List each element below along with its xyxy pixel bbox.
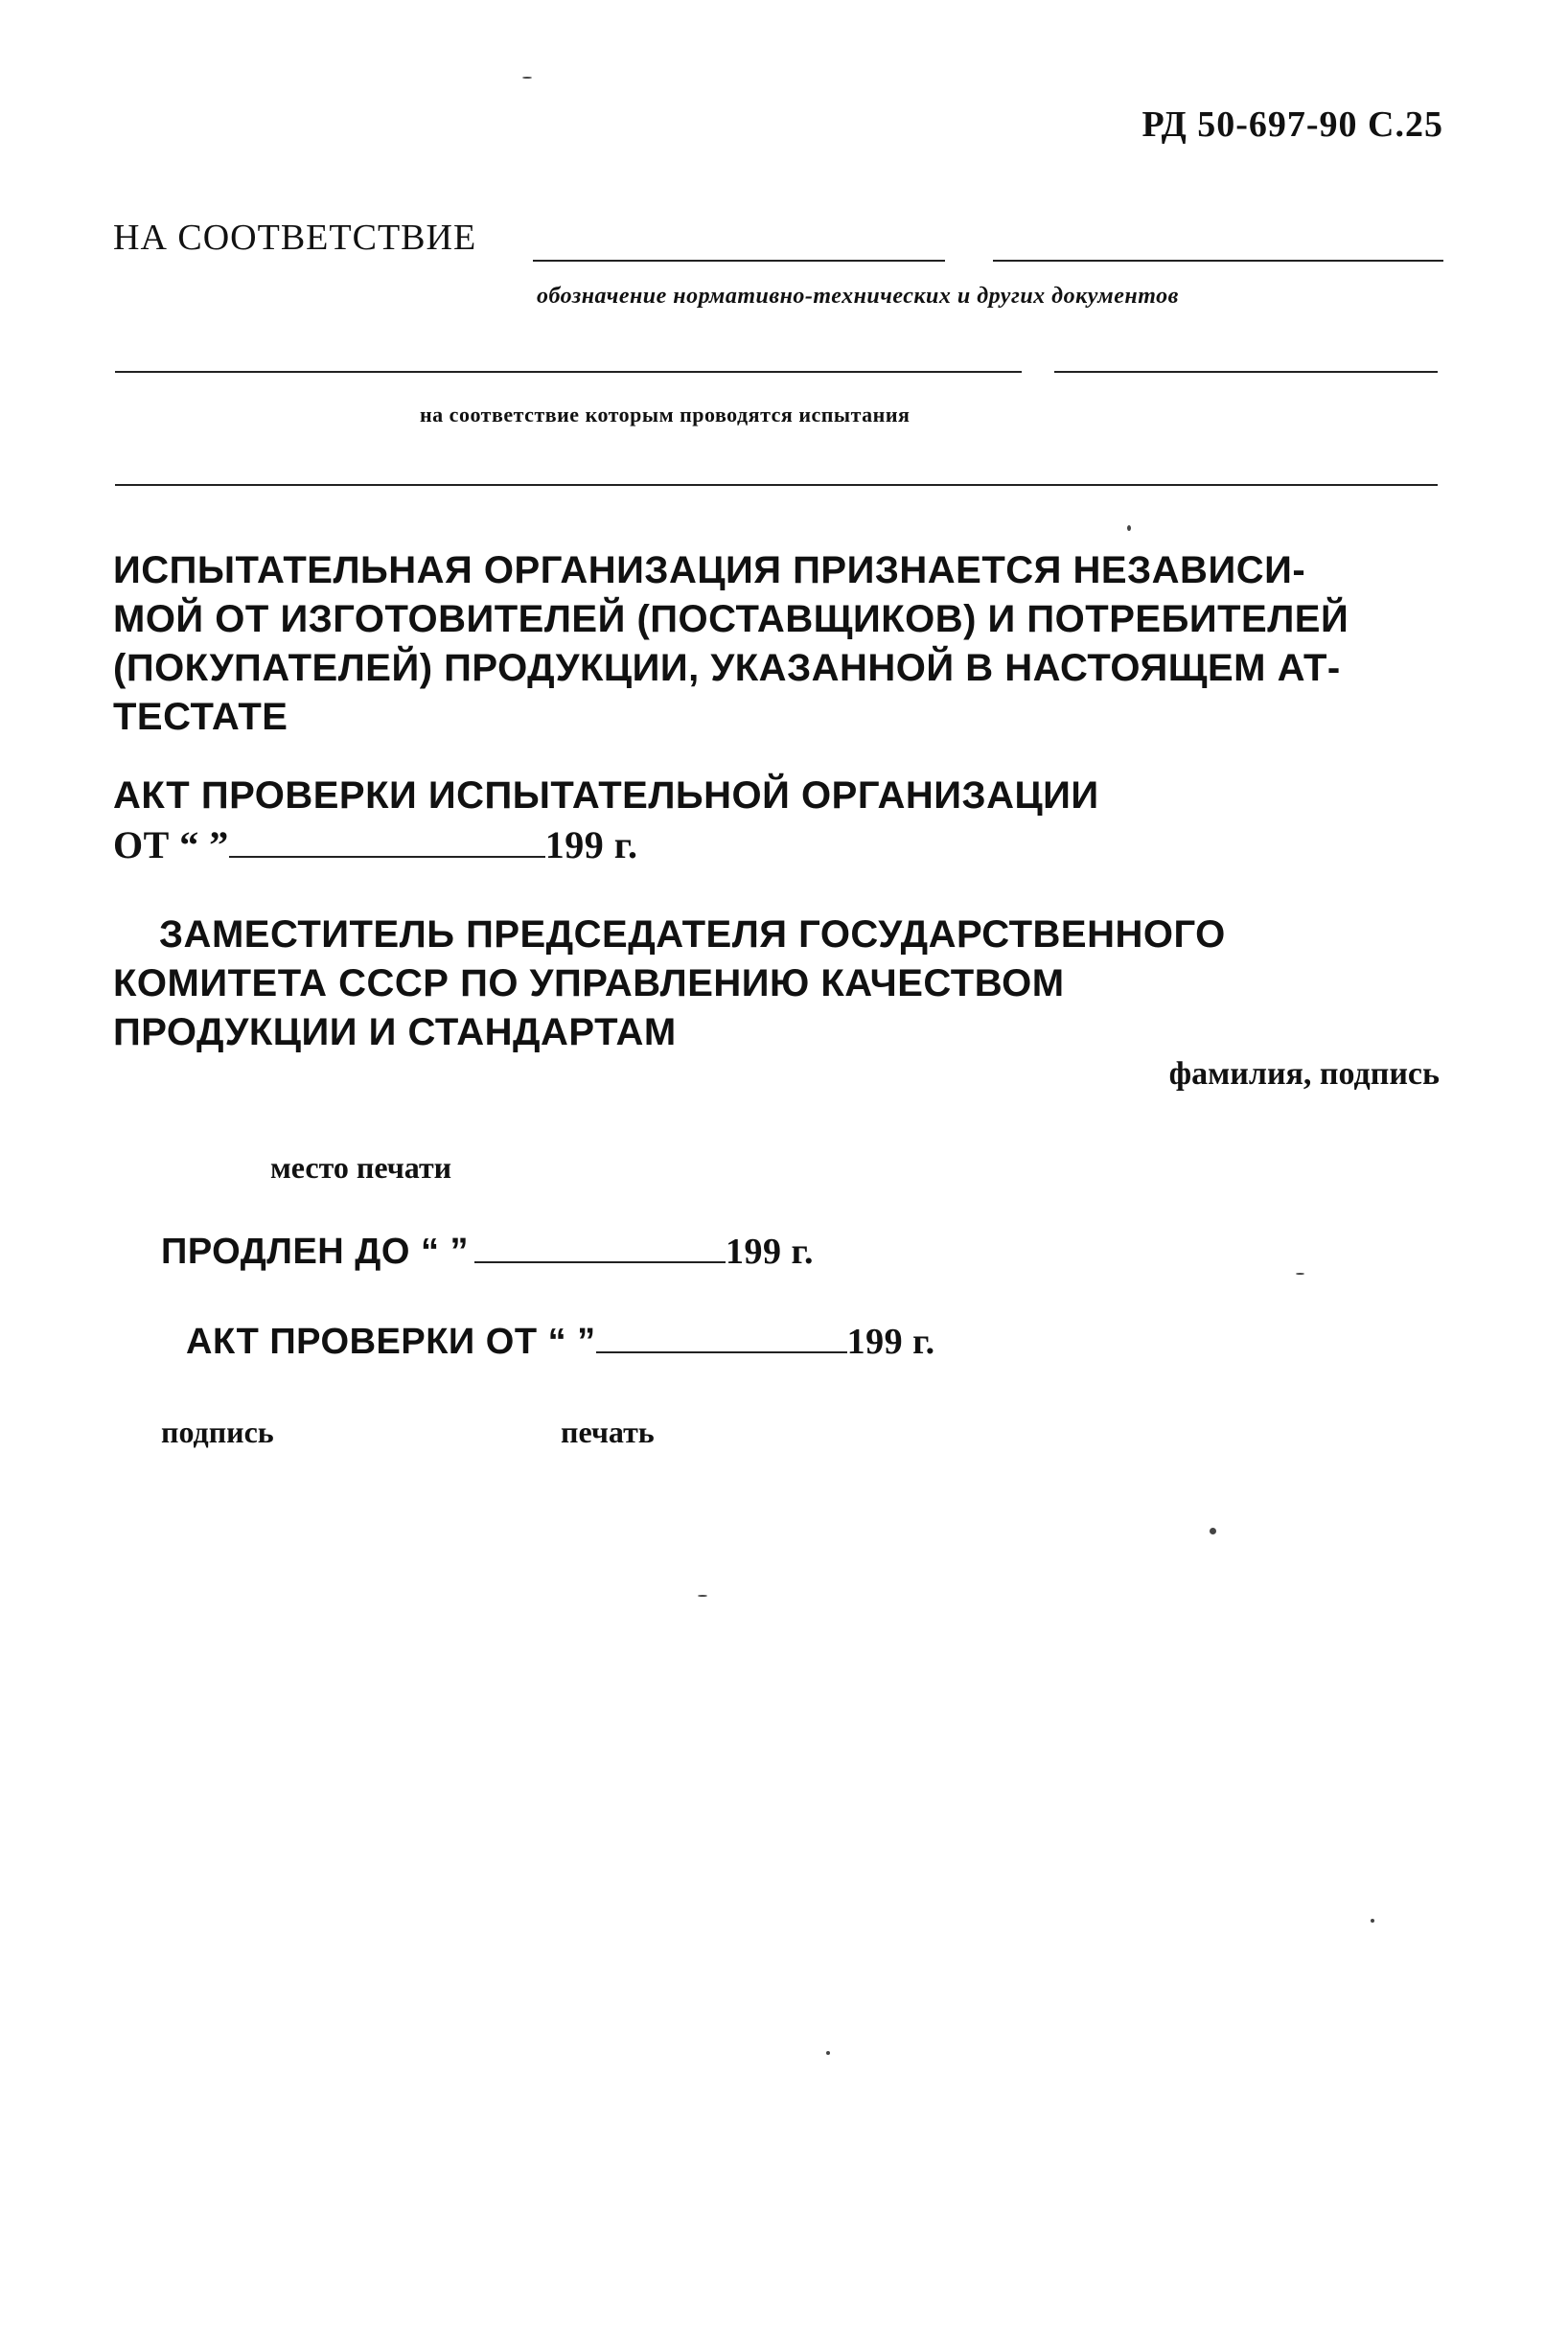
tests-blank[interactable] — [115, 484, 1438, 486]
independence-statement — [113, 546, 1455, 742]
scan-speck — [1127, 525, 1131, 531]
extended-until-line — [161, 1231, 814, 1273]
scan-speck — [698, 1595, 707, 1597]
scan-speck — [522, 77, 532, 79]
documents-blank-2[interactable] — [1054, 371, 1438, 373]
check-act-prefix: АКТ ПРОВЕРКИ ОТ “ ” — [186, 1322, 596, 1362]
inspection-act-date-blank[interactable] — [229, 823, 545, 858]
documents-caption: обозначение нормативно-технических и других документов — [537, 284, 1179, 309]
independence-line-2: МОЙ ОТ ИЗГОТОВИТЕЛЕЙ (ПОСТАВЩИКОВ) И ПОТРЕБИТЕЛЕЙ — [113, 598, 1349, 640]
check-act-year: 199 г. — [846, 1322, 935, 1362]
deputy-block — [113, 911, 1455, 1057]
document-code: РД 50-697-90 С.25 — [1141, 104, 1443, 145]
deputy-line-3: ПРОДУКЦИИ И СТАНДАРТАМ — [113, 1011, 677, 1053]
scan-speck — [826, 2051, 830, 2055]
footer-stamp-label: печать — [561, 1415, 655, 1449]
inspection-act-date — [113, 820, 1455, 869]
extended-until-blank[interactable] — [474, 1231, 726, 1263]
independence-line-3: (ПОКУПАТЕЛЕЙ) ПРОДУКЦИИ, УКАЗАННОЙ В НАСТОЯЩЕМ АТ- — [113, 647, 1341, 689]
scan-speck — [1296, 1273, 1304, 1275]
independence-line-1: ИСПЫТАТЕЛЬНАЯ ОРГАНИЗАЦИЯ ПРИЗНАЕТСЯ НЕЗАВИСИ- — [113, 549, 1306, 591]
deputy-line-2: КОМИТЕТА СССР ПО УПРАВЛЕНИЮ КАЧЕСТВОМ — [113, 962, 1065, 1004]
check-act-blank[interactable] — [596, 1321, 847, 1353]
signature-caption: фамилия, подпись — [1168, 1056, 1440, 1092]
inspection-act-title: АКТ ПРОВЕРКИ ИСПЫТАТЕЛЬНОЙ ОРГАНИЗАЦИИ — [113, 774, 1099, 817]
documents-blank-1[interactable] — [115, 371, 1022, 373]
extended-until-year: 199 г. — [726, 1232, 815, 1272]
compliance-label: НА СООТВЕТСТВИЕ — [113, 218, 477, 258]
tests-caption: на соответствие которым проводятся испытания — [420, 403, 911, 427]
compliance-blank-2[interactable] — [993, 260, 1443, 262]
check-act-line — [186, 1321, 935, 1363]
inspection-act-date-prefix: ОТ “ ” — [113, 823, 229, 866]
inspection-act-block — [113, 772, 1455, 869]
stamp-place-label: место печати — [270, 1150, 452, 1185]
compliance-blank-1[interactable] — [533, 260, 945, 262]
independence-line-4: ТЕСТАТЕ — [113, 696, 288, 738]
inspection-act-year: 199 г. — [544, 823, 638, 866]
footer-signature-label: подпись — [161, 1415, 274, 1449]
scan-speck — [1371, 1919, 1374, 1923]
scan-speck — [1210, 1528, 1216, 1534]
extended-until-prefix: ПРОДЛЕН ДО “ ” — [161, 1232, 470, 1272]
deputy-line-1: ЗАМЕСТИТЕЛЬ ПРЕДСЕДАТЕЛЯ ГОСУДАРСТВЕННОГО — [159, 913, 1226, 956]
